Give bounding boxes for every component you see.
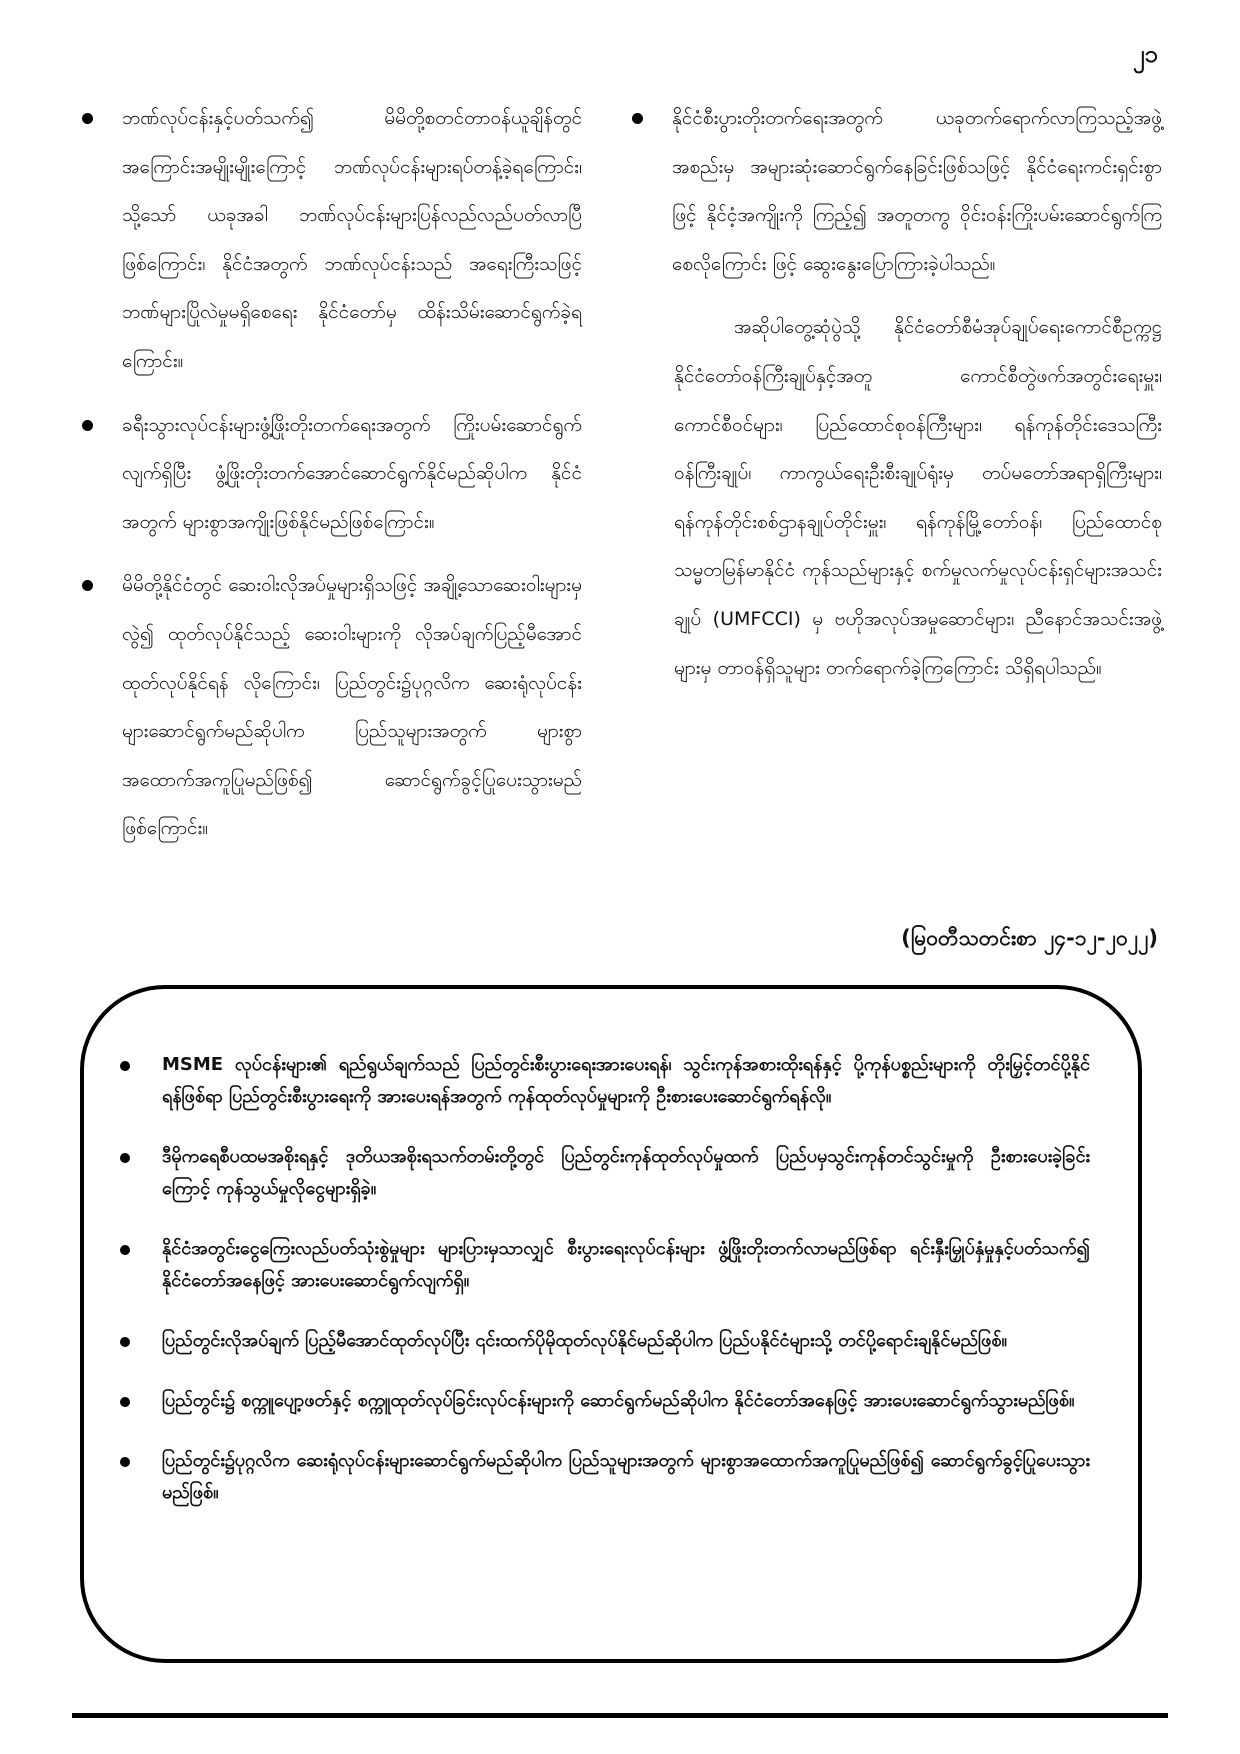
summary-item bbox=[120, 1325, 1090, 1357]
footer-rule bbox=[72, 1713, 1168, 1718]
list-item bbox=[82, 561, 582, 853]
summary-item-text: ပြည်တွင်းလိုအပ်ချက် ပြည့်မီအောင်ထုတ်လုပ်ပြီး ၎င်းထက်ပိုမိုထုတ်လုပ်နိုင်မည်ဆိုပါက ပြည်ပနိုင်ငံများသို့ တင်ပို့ရောင်းချနိုင်မည်ဖြစ်။ bbox=[162, 1330, 1007, 1351]
list-item-text: မိမိတို့နိုင်ငံတွင် ဆေးဝါးလိုအပ်မှုများရှိသဖြင့် အချို့သောဆေးဝါးများမှလွဲ၍ ထုတ်လုပ်နိုင်သည့် ဆေးဝါးများကို လိုအပ်ချက်ပြည့်မီအောင် ထုတ်လုပ်နိုင်ရန် လိုကြောင်း၊ ပြည်တွင်း၌ပုဂ္ဂလိက ဆေးရုံလုပ်ငန်းများဆောင်ရွက်မည်ဆိုပါက ပြည်သူများအတွက် များစွာအထောက်အကူပြုမည်ဖြစ်၍ ဆောင်ရွက်ခွင့်ပြုပေးသွားမည်ဖြစ်ကြောင်း။ bbox=[122, 574, 582, 840]
summary-item-text: ဒီမိုကရေစီပထမအစိုးရနှင့် ဒုတိယအစိုးရသက်တမ်းတို့တွင် ပြည်တွင်းကုန်ထုတ်လုပ်မှုထက် ပြည်ပမှသွင်းကုန်တင်သွင်းမှုကို ဦးစားပေးခဲ့ခြင်းကြောင့် ကုန်သွယ်မှုလိုငွေများရှိခဲ့။ bbox=[162, 1146, 1090, 1199]
page-number: ၂၁ bbox=[1132, 40, 1158, 68]
summary-item bbox=[120, 1385, 1090, 1417]
summary-item-text: ပြည်တွင်း၌ စက္ကူပျော့ဖတ်နှင့် စက္ကူထုတ်လုပ်ခြင်းလုပ်ငန်းများကို ဆောင်ရွက်မည်ဆိုပါက နိုင်ငံတော်အနေဖြင့် အားပေးဆောင်ရွက်သွားမည်ဖြစ်။ bbox=[162, 1390, 1075, 1411]
list-item bbox=[82, 401, 582, 547]
bullet-icon bbox=[120, 1153, 130, 1163]
summary-item bbox=[120, 1445, 1090, 1509]
left-column bbox=[82, 94, 582, 868]
right-column bbox=[632, 94, 1162, 692]
summary-item-text: နိုင်ငံအတွင်းငွေကြေးလည်ပတ်သုံးစွဲမှုများ များပြားမှသာလျှင် စီးပွားရေးလုပ်ငန်းများ ဖွံ့ဖြိုးတိုးတက်လာမည်ဖြစ်ရာ ရင်းနှီးမြှုပ်နှံမှုနှင့်ပတ်သက်၍ နိုင်ငံတော်အနေဖြင့် အားပေးဆောင်ရွက်လျက်ရှိ။ bbox=[162, 1238, 1090, 1291]
bullet-icon bbox=[120, 1061, 130, 1071]
bullet-icon bbox=[120, 1337, 130, 1347]
list-item-text: နိုင်ငံစီးပွားတိုးတက်ရေးအတွက် ယခုတက်ရောက်လာကြသည့်အဖွဲ့အစည်းမှ အများဆုံးဆောင်ရွက်နေခြင်းဖြစ်သဖြင့် နိုင်ငံရေးကင်းရှင်းစွာဖြင့် နိုင်ငံ့အကျိုးကို ကြည့်၍ အတူတကွ ဝိုင်းဝန်းကြိုးပမ်းဆောင်ရွက်ကြစေလိုကြောင်း ဖြင့် ဆွေးနွေးပြောကြားခဲ့ပါသည်။ bbox=[672, 107, 1162, 275]
summary-list bbox=[120, 1049, 1090, 1537]
source-citation: (မြဝတီသတင်းစာ ၂၄-၁၂-၂၀၂၂) bbox=[901, 926, 1158, 950]
summary-item bbox=[120, 1049, 1090, 1113]
bullet-icon bbox=[82, 580, 93, 591]
list-item-text: ဘဏ်လုပ်ငန်းနှင့်ပတ်သက်၍ မိမိတို့စတင်တာဝန်ယူချိန်တွင် အကြောင်းအမျိုးမျိုးကြောင့် ဘဏ်လုပ်ငန်းများရပ်တန့်ခဲ့ရကြောင်း၊ သို့သော် ယခုအခါ ဘဏ်လုပ်ငန်းများပြန်လည်လည်ပတ်လာပြီဖြစ်ကြောင်း၊ နိုင်ငံအတွက် ဘဏ်လုပ်ငန်းသည် အရေးကြီးသဖြင့် ဘဏ်များပြိုလဲမှုမရှိစေရေး နိုင်ငံတော်မှ ထိန်းသိမ်းဆောင်ရွက်ခဲ့ရကြောင်း။ bbox=[122, 107, 582, 372]
list-item bbox=[82, 94, 582, 386]
bullet-icon bbox=[632, 113, 643, 124]
bullet-icon bbox=[82, 113, 93, 124]
summary-item-text: MSME လုပ်ငန်းများ၏ ရည်ရွယ်ချက်သည် ပြည်တွင်းစီးပွားရေးအားပေးရန်၊ သွင်းကုန်အစားထိုးရန်နှင့် ပို့ကုန်ပစ္စည်းများကို တိုးမြှင့်တင်ပို့နိုင်ရန်ဖြစ်ရာ ပြည်တွင်းစီးပွားရေးကို အားပေးရန်အတွက် ကုန်ထုတ်လုပ်မှုများကို ဦးစားပေးဆောင်ရွက်ရန်လို။ bbox=[162, 1054, 1090, 1107]
list-item bbox=[632, 94, 1162, 288]
body-paragraph: အဆိုပါတွေ့ဆုံပွဲသို့ နိုင်ငံတော်စီမံအုပ်ချုပ်ရေးကောင်စီဥက္ကဋ္ဌ နိုင်ငံတော်ဝန်ကြီးချုပ်နှင့်အတူ ကောင်စီတွဲဖက်အတွင်းရေးမှူး၊ ကောင်စီဝင်များ၊ ပြည်ထောင်စုဝန်ကြီးများ၊ ရန်ကုန်တိုင်းဒေသကြီးဝန်ကြီးချုပ်၊ ကာကွယ်ရေးဦးစီးချုပ်ရုံးမှ တပ်မတော်အရာရှိကြီးများ၊ ရန်ကုန်တိုင်းစစ်ဌာနချုပ်တိုင်းမှူး၊ ရန်ကုန်မြို့တော်ဝန်၊ ပြည်ထောင်စုသမ္မတမြန်မာနိုင်ငံ ကုန်သည်များနှင့် စက်မှုလက်မှုလုပ်ငန်းရှင်များအသင်းချုပ် (UMFCCI) မှ ဗဟိုအလုပ်အမှုဆောင်များ၊ ညီနောင်အသင်းအဖွဲ့များမှ တာဝန်ရှိသူများ တက်ရောက်ခဲ့ကြကြောင်း သိရှိရပါသည်။ bbox=[674, 316, 1162, 679]
bullet-icon bbox=[120, 1245, 130, 1255]
list-item-text: ခရီးသွားလုပ်ငန်းများဖွံ့ဖြိုးတိုးတက်ရေးအတွက် ကြိုးပမ်းဆောင်ရွက်လျက်ရှိပြီး ဖွံ့ဖြိုးတိုးတက်အောင်ဆောင်ရွက်နိုင်မည်ဆိုပါက နိုင်ငံအတွက် များစွာအကျိုးဖြစ်နိုင်မည်ဖြစ်ကြောင်း။ bbox=[122, 413, 582, 533]
summary-box bbox=[80, 985, 1142, 1663]
bullet-icon bbox=[120, 1397, 130, 1407]
summary-item-text: ပြည်တွင်း၌ပုဂ္ဂလိက ဆေးရုံလုပ်ငန်းများဆောင်ရွက်မည်ဆိုပါက ပြည်သူများအတွက် များစွာအထောက်အကူပြုမည်ဖြစ်၍ ဆောင်ရွက်ခွင့်ပြုပေးသွားမည်ဖြစ်။ bbox=[162, 1450, 1090, 1503]
bullet-icon bbox=[82, 420, 93, 431]
bullet-icon bbox=[120, 1457, 130, 1467]
summary-item bbox=[120, 1233, 1090, 1297]
summary-item bbox=[120, 1141, 1090, 1205]
